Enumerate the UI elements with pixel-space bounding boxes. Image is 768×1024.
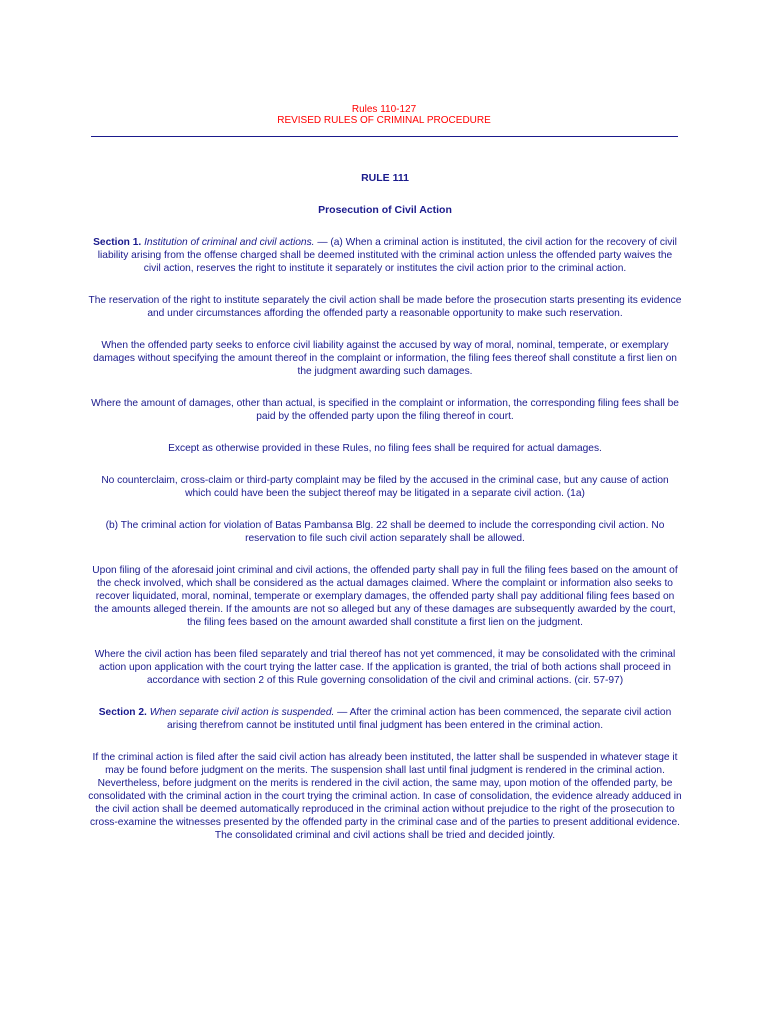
header-rules-range: Rules 110-127: [351, 104, 417, 115]
paragraph: When the offended party seeks to enforce civil liability against the accused by way of moral, nominal, temperate, or exemplary damages without specifying the amount thereof in the complaint or information, the filing fees thereof shall constitute a first lien on the judgment awarding such damages.: [93, 340, 677, 377]
paragraph: (b) The criminal action for violation of Batas Pambansa Blg. 22 shall be deemed to include the corresponding civil action. No reservation to file such civil action separately shall be allowed.: [105, 520, 665, 544]
paragraph: Where the amount of damages, other than actual, is specified in the complaint or information, the corresponding filing fees shall be paid by the offended party upon the filing thereof in court.: [91, 398, 679, 422]
section-2-text: — After the criminal action has been commenced, the separate civil action arising therefrom cannot be instituted until final judgment has been entered in the criminal action.: [166, 707, 672, 731]
header-document-title: REVISED RULES OF CRIMINAL PROCEDURE: [277, 115, 491, 126]
section-1-paragraph: [88, 236, 682, 275]
rule-subtitle: Prosecution of Civil Action: [318, 204, 452, 216]
header-divider: [91, 136, 678, 137]
section-2-paragraph: [88, 706, 682, 732]
paragraph: Except as otherwise provided in these Rules, no filing fees shall be required for actual damages.: [168, 443, 602, 454]
paragraph: If the criminal action is filed after the said civil action has already been instituted, the latter shall be suspended in whatever stage it may be found before judgment on the merits. The suspension shall last until final judgment is rendered in the criminal action. Nevertheless, before judgment on the merits is rendered in the civil action, the same may, upon motion of the offended party, be consolidated with the criminal action in the court trying the criminal action. In case of consolidation, the evidence already adduced in the civil action shall be deemed automatically reproduced in the criminal action without prejudice to the right of the prosecution to cross-examine the witnesses presented by the offended party in the criminal case and of the parties to present additional evidence. The consolidated criminal and civil actions shall be tried and decided jointly.: [88, 752, 682, 841]
paragraph: Where the civil action has been filed separately and trial thereof has not yet commenced, it may be consolidated with the criminal action upon application with the court trying the latter case. If the application is granted, the trial of both actions shall proceed in accordance with section 2 of this Rule governing consolidation of the civil and criminal actions. (cir. 57-97): [94, 649, 676, 686]
paragraph: No counterclaim, cross-claim or third-party complaint may be filed by the accused in the criminal case, but any cause of action which could have been the subject thereof may be litigated in a separate civil action. (1a): [101, 475, 669, 499]
section-1-title: Institution of criminal and civil actions.: [144, 237, 315, 248]
section-1-text: — (a) When a criminal action is instituted, the civil action for the recovery of civil liability arising from the offense charged shall be deemed instituted with the criminal action unless the offended party waives the civil action, reserves the right to institute it separately or institutes the civil action prior to the criminal action.: [97, 237, 677, 274]
rule-title: RULE 111: [361, 172, 409, 184]
paragraph: The reservation of the right to institute separately the civil action shall be made before the prosecution starts presenting its evidence and under circumstances affording the offended party a reasonable opportunity to make such reservation.: [88, 295, 682, 319]
paragraph: Upon filing of the aforesaid joint criminal and civil actions, the offended party shall pay in full the filing fees based on the amount of the check involved, which shall be considered as the actual damages claimed. Where the complaint or information also seeks to recover liquidated, moral, nominal, temperate or exemplary damages, the offended party shall pay additional filing fees based on the amounts alleged therein. If the amounts are not so alleged but any of these damages are subsequently awarded by the court, the filing fees based on the amount awarded shall constitute a first lien on the judgment.: [92, 565, 678, 628]
section-2-label: Section 2.: [98, 707, 147, 718]
section-1-label: Section 1.: [93, 237, 142, 248]
section-2-title: When separate civil action is suspended.: [149, 707, 335, 718]
document-body: [88, 172, 682, 861]
